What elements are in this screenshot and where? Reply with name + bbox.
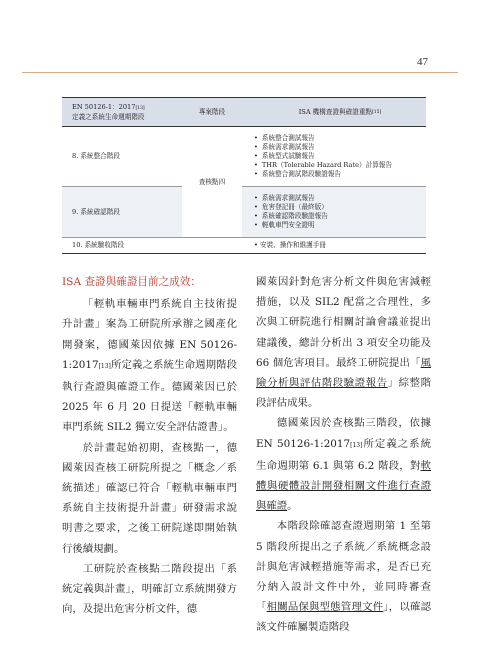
list-item: • 輕軌車門安全證明 bbox=[254, 221, 426, 230]
table-row bbox=[62, 127, 182, 187]
phase-cell: 10. 系統驗收階段 bbox=[72, 241, 125, 249]
list-item: • 系統確認階段驗證報告 bbox=[254, 212, 426, 221]
left-text-column bbox=[62, 272, 237, 619]
paragraph: 於計畫起始初期，查核點一，德國萊因查核工研院所提之「概念／系統描述」確認已符合「輕軌車輛車門系統自主技術提升計畫」研發需求說明書之要求，之後工研院遂即開始執行後續規劃。 bbox=[62, 441, 237, 555]
table-row bbox=[62, 187, 182, 237]
list-item: • 系統整合測試階段驗證報告 bbox=[254, 170, 426, 179]
lifecycle-table bbox=[62, 97, 426, 254]
header-rule bbox=[22, 72, 458, 73]
page-number: 47 bbox=[417, 56, 428, 68]
list-item: • 危害登記冊（最終版） bbox=[254, 203, 426, 212]
stage-cell: 查核點四 bbox=[198, 177, 226, 186]
header-isa-focus: ISA 機構查證與確證重點 [15] bbox=[298, 107, 382, 116]
list-item: • THR（Tolerable Hazard Rate）計算報告 bbox=[254, 161, 426, 170]
table-header-row bbox=[62, 98, 426, 127]
deliverables-list bbox=[242, 127, 426, 187]
table-row bbox=[62, 237, 426, 253]
table-body bbox=[62, 127, 426, 237]
list-item: • 系統整合測試報告 bbox=[254, 134, 426, 143]
list-item: • 系統需求測試報告 bbox=[254, 194, 426, 203]
list-item: • 系統型式試驗報告 bbox=[254, 152, 426, 161]
phase-cell: 8. 系統整合階段 bbox=[72, 152, 120, 160]
paragraph: 本階段除確認查證週期第 1 至第 5 階段所提出之子系統／系統概念設計與危害減輕措施等需求，是否已充分納入設計文件中外，並同時審查「相關品保與型態管理文件」，以確認該文件確屬製造階段 bbox=[256, 520, 431, 634]
paragraph: 國萊因針對危害分析文件與危害減輕措施，以及 SIL2 配當之合理性，多次與工研院進行相關討論會議並提出建議後，總計分析出 3 項安全功能及 66 個危害項目。最終工研院提出「風險分析與評估階段驗證報告」綜整階段評估成果。 bbox=[256, 276, 431, 410]
paragraph: 工研院於查核點二階段提出「系統定義與計畫」，明確訂立系統開發方向，及提出危害分析文件，德 bbox=[62, 562, 237, 616]
deliverables-list bbox=[242, 187, 426, 237]
right-text-column bbox=[256, 272, 431, 638]
list-item: • 系統需求測試報告 bbox=[254, 143, 426, 152]
phase-cell: 9. 系統確認階段 bbox=[72, 207, 120, 216]
header-project-stage: 專案階段 bbox=[198, 107, 226, 116]
paragraph: 德國萊因於查核點三階段，依據 EN 50126-1:2017[13]所定義之系統生命週期第 6.1 與第 6.2 階段，對軟體與硬體設計開發相關文件進行查證與確證。 bbox=[256, 417, 431, 513]
section-heading: ISA 查證與確證目前之成效： bbox=[62, 276, 201, 288]
header-lifecycle-phase: EN 50126-1：2017[13] 定義之系統生命週期階段 bbox=[72, 102, 145, 121]
paragraph: 「輕軌車輛車門系統自主技術提升計畫」案為工研院所承辦之國產化開發案，德國萊因依據 EN 50126-1:2017[13]所定義之系統生命週期階段執行查證與確證工作。德國萊因已於 2025 年 6 月 20 日提送「輕軌車輛車門系統 SIL2 獨立安全評估證書」。 bbox=[62, 298, 237, 434]
deliverable-cell: • 安裝、操作和維護手冊 bbox=[254, 241, 326, 249]
